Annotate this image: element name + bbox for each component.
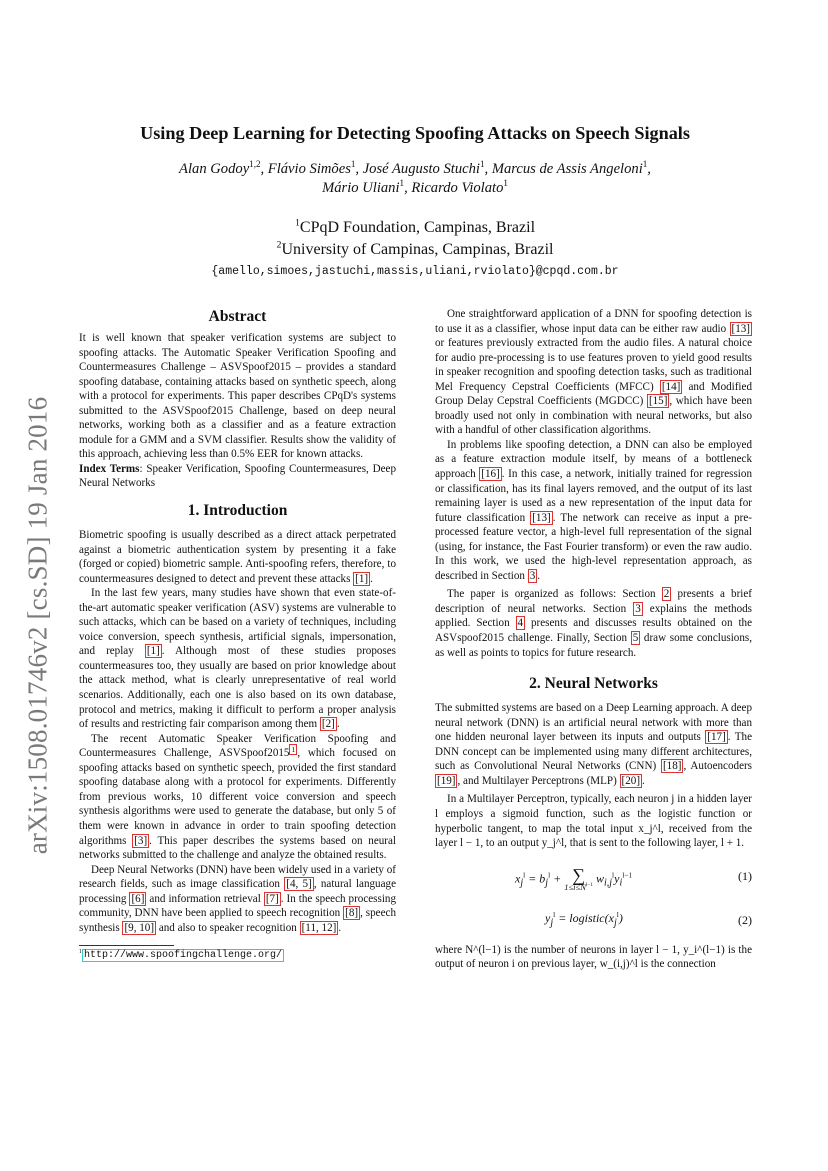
citation-link[interactable]: [17]: [707, 731, 726, 744]
author: Mário Uliani$^1$,: [322, 178, 412, 196]
citation-link[interactable]: [9, 10]: [124, 921, 155, 934]
citation-link[interactable]: [7]: [265, 892, 279, 905]
equation-number: (1): [738, 868, 752, 883]
author: Ricardo Violato$^1$: [411, 178, 508, 196]
equation-1-body: $x_j^l = b_j^l$ + ∑ $1\le i\le N^{l-1}$ $w_{i,j}^ly_i^{l-1}$: [515, 864, 633, 892]
index-terms: Index Terms: Speaker Verification, Spoofing Countermeasures, Deep Neural Networks: [79, 462, 396, 490]
citation-link[interactable]: [19]: [437, 774, 456, 787]
affiliation: $^1$CPqD Foundation, Campinas, Brazil: [294, 217, 536, 236]
author: José Augusto Stuchi$^1$,: [362, 159, 492, 177]
nn-paragraph-2: In a Multilayer Perceptron, typically, each neuron j in a hidden layer l employs a sigmoid function, such as the logistic function or hyperbolic tangent, to map the total input x_j^l, received from the layer l − 1, to an output y_j^l, that is sent to the following layer, l + 1.: [435, 793, 752, 850]
section-link[interactable]: 3: [635, 602, 641, 615]
equation-2: [435, 905, 752, 943]
footnote-url-link[interactable]: http://www.spoofingchallenge.org/: [83, 950, 282, 962]
citation-link[interactable]: [8]: [345, 907, 359, 920]
section-link[interactable]: 3: [529, 569, 536, 582]
intro-paragraph-1: Biometric spoofing is usually described as a direct attack perpetrated against a biometric authentication system by presenting it a fake (forged or copied) biometric sample. Anti-spoofing refers, therefore, to countermeasures designed to detect and prevent these attacks [1] .: [79, 529, 396, 585]
citation-link[interactable]: [3]: [134, 834, 148, 847]
abstract-heading: Abstract: [208, 308, 267, 325]
equation-2-body: $y_j^l$ = $logistic(x_j^l)$: [545, 909, 623, 928]
citation-link[interactable]: [1]: [355, 572, 369, 585]
affiliation: $^2$University of Campinas, Campinas, Brazil: [276, 239, 554, 258]
author: Flávio Simões$^1$,: [267, 159, 363, 177]
author: Alan Godoy$^{1,2}$,: [179, 159, 268, 177]
intro-paragraph-2: In the last few years, many studies have shown that even state-of-the-art automatic speaker verification (ASV) systems are vulnerable to such attacks, which can be based on a variety of techniques, including voice conversion, speech synthesis, artificial signals, impersonation, and replay [1] . Although most of these studies proposes countermeasures too, they usually are based on prior knowledge about the attack method, what is clearly unrepresentative of real world scenarios. Additionally, each one is also based on its own database, protocol and metrics, making it difficult to perform a proper analysis of results and restricting fair comparison among them [2] .: [79, 587, 396, 731]
citation-link[interactable]: [20]: [621, 774, 641, 787]
right-paragraph-3: The paper is organized as follows: Section 2 presents a brief description of neural networks. Section 3 explains the methods applied. Section 4 presents and discusses results obtained on the ASVspoof2015 challenge. Finally, Section 5 draw some conclusions, as well as points to topics for future research.: [435, 588, 753, 659]
right-paragraph-1: One straightforward application of a DNN for spoofing detection is to use it as a classifier, whose input data can be either raw audio [13] or features previously extracted from the audio files. A natural choice for audio pre-processing is to use features proven to yield good results in speaker recognition and spoofing detection tasks, such as traditional Mel Frequency Cepstral Coefficients (MFCC) [14] and Modified Group Delay Cepstral Coefficients (MGDCC) [15] , which have been broadly used not only in combination with neural networks, but also with a handful of other classification algorithms.: [435, 308, 753, 437]
intro-paragraph-3: The recent Automatic Speaker Verification Spoofing and Countermeasures Challenge, ASVSpoof2015 $^1$ , which focused on spoofing attacks based on synthetic speech, provided the first standard spoofing database along with a protocol for experiments. Differently from previous works, 10 different voice conversion and speech synthesis algorithms were used to generate the database, but only 5 of them were known in advance in order to train spoofing detection algorithms [3] . This paper describes the systems based on neural networks submitted to the challenge and analyze the obtained results.: [79, 732, 397, 862]
equation-1: [435, 861, 752, 899]
citation-link[interactable]: [16]: [481, 468, 500, 481]
citation-link[interactable]: [11, 12]: [301, 921, 337, 934]
neural-networks-heading: 2. Neural Networks: [529, 675, 658, 693]
citation-link[interactable]: [14]: [661, 380, 681, 393]
citation-link[interactable]: [18]: [662, 760, 682, 773]
introduction-heading: 1. Introduction: [187, 502, 288, 520]
citation-link[interactable]: [13]: [731, 322, 750, 335]
affiliations: [80, 217, 750, 261]
equation-number: (2): [738, 912, 752, 927]
footnote-divider: [79, 945, 174, 946]
paper-header: [80, 120, 750, 280]
nn-paragraph-3: where N^(l−1) is the number of neurons in layer l − 1, y_i^(l−1) is the output of neuron i on previous layer, w_(i,j)^l is the connection: [435, 943, 752, 971]
section-link[interactable]: 5: [632, 632, 639, 645]
left-column: [79, 307, 396, 962]
right-column: [435, 307, 752, 972]
paper-title: Using Deep Learning for Detecting Spoofing Attacks on Speech Signals: [140, 123, 690, 143]
citation-link[interactable]: [13]: [532, 511, 551, 524]
arxiv-stamp: [22, 355, 54, 895]
citation-link[interactable]: [2]: [321, 718, 335, 731]
nn-paragraph-1: The submitted systems are based on a Deep Learning approach. A deep neural network (DNN) is an artificial neural network with more than one hidden neuronal layer between its inputs and outputs [17] . The DNN concept can be implemented using many different architectures, such as Convolutional Neural Networks (CNN) [18] , Autoencoders [19] , and Multilayer Perceptrons (MLP) [20] .: [435, 702, 753, 787]
arxiv-id: arXiv:1508.01746v2 [cs.SD] 19 Jan 2016: [22, 396, 53, 854]
abstract-text: It is well known that speaker verification systems are subject to spoofing attacks. The Automatic Speaker Verification Spoofing and Countermeasures Challenge – ASVSpoof2015 – provides a standard spoofing database, containing attacks based on synthetic speech, along with a protocol for experiments. This paper describes CPqD's systems submitted to the ASVSpoof2015 Challenge, based on deep neural networks, working both as a classifier and as a feature extraction module for a GMM and a SVM classifier. Results show the validity of this approach, achieving less than 0.5% EER for known attacks.: [79, 332, 396, 461]
email-list: {amello,simoes,jastuchi,massis,uliani,rviolato}@cpqd.com.br: [211, 265, 619, 278]
intro-paragraph-4: Deep Neural Networks (DNN) have been widely used in a variety of research fields, such as image classification [4, 5] , natural language processing [6] and information retrieval [7] . In the speech processing community, DNN have been applied to speech recognition [8] , speech synthesis [9, 10] and also to speaker recognition [11, 12] .: [79, 863, 396, 934]
footnote-ref-link[interactable]: 1: [291, 744, 296, 754]
right-paragraph-2: In problems like spoofing detection, a DNN can also be employed as a feature extraction module itself, by means of a bottleneck approach [16] . In this case, a network, initially trained for regression or classification, has its final layers removed, and the output of its last remaining layer is used as a new representation of the input data for future classification [13] . The network can receive as input a pre-processed feature vector, a high-level full representation of the signal (using, for instance, the Fast Fourier transform) or even the raw audio. In this work, we used the high-level representation approach, as described in Section 3 .: [435, 438, 752, 582]
footnote: $^1$ http://www.spoofingchallenge.org/: [79, 949, 282, 962]
author: Marcus de Assis Angeloni$^1$,: [491, 159, 651, 177]
citation-link[interactable]: [6]: [131, 892, 145, 905]
section-link[interactable]: 2: [663, 588, 670, 601]
author-list: [80, 160, 750, 198]
citation-link[interactable]: [4, 5]: [286, 878, 312, 891]
citation-link[interactable]: [1]: [146, 645, 160, 658]
citation-link[interactable]: [15]: [648, 395, 668, 408]
section-link[interactable]: 4: [517, 617, 524, 630]
summation-symbol: ∑ $1\le i\le N^{l-1}$: [564, 864, 593, 892]
